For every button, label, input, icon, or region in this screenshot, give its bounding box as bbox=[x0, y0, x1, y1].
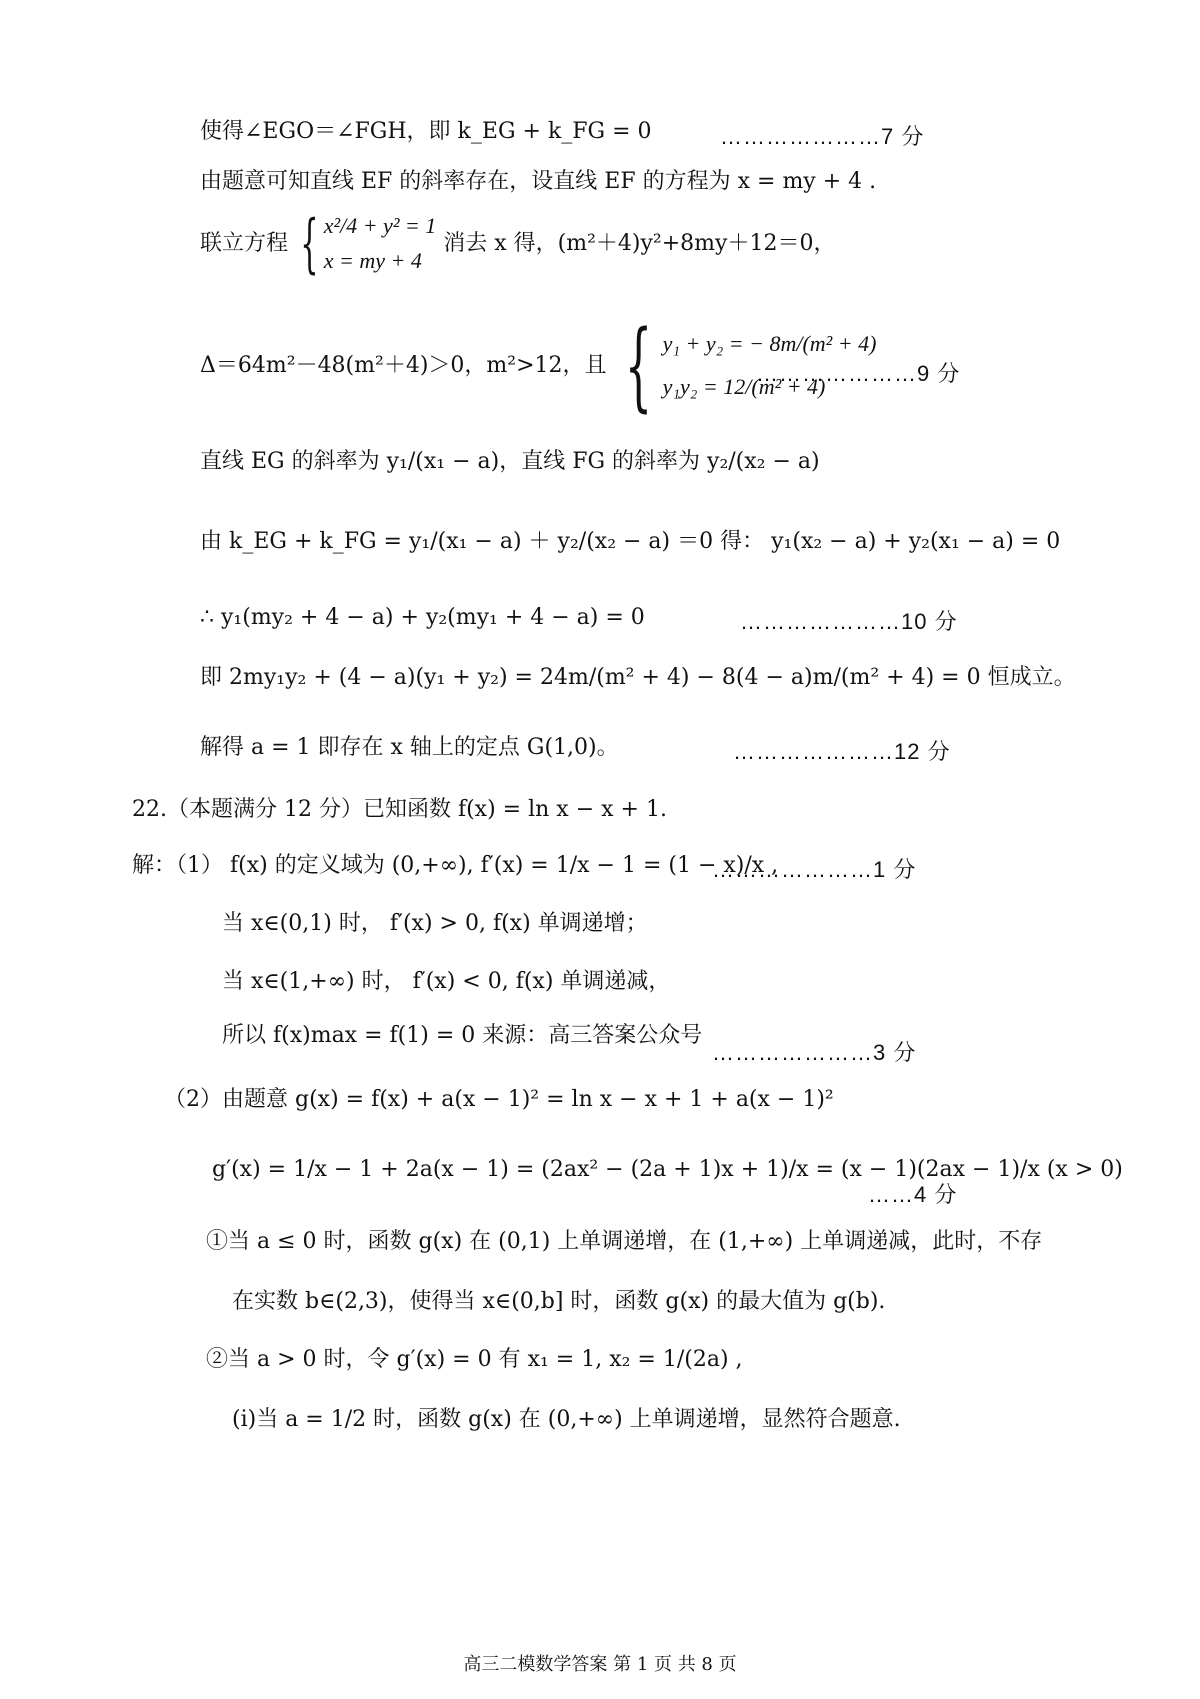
solution-1-line-4: 所以 f(x)max = f(1) = 0 来源：高三答案公众号 bbox=[222, 1023, 703, 1048]
score-1: …………………1 分 bbox=[712, 857, 917, 882]
solution-2-line-5: ②当 a > 0 时，令 g′(x) = 0 有 x₁ = 1, x₂ = 1/(2a) , bbox=[206, 1347, 743, 1372]
score-3: …………………3 分 bbox=[712, 1040, 917, 1065]
score-9: …………………9 分 bbox=[756, 361, 961, 386]
line-3 bbox=[200, 207, 836, 281]
solution-2-line-6: (i)当 a = 1/2 时，函数 g(x) 在 (0,+∞) 上单调递增，显然符合题意. bbox=[232, 1407, 901, 1432]
score-4: ……4 分 bbox=[868, 1182, 958, 1207]
system-2-eq-1: y₁ + y₂ = − 8m/(m² + 4) bbox=[662, 331, 877, 357]
system-2-eq-2: y₁y₂ = 12/(m² + 4) bbox=[662, 374, 826, 399]
solution-2-line-2: g′(x) = 1/x − 1 + 2a(x − 1) = (2ax² − (2a + 1)x + 1)/x = (x − 1)(2ax − 1)/x (x > 0) bbox=[212, 1157, 1123, 1182]
line-3-suffix: 消去 x 得，(m²＋4)y²+8my＋12＝0， bbox=[443, 231, 836, 256]
line-8: 即 2my₁y₂ + (4 − a)(y₁ + y₂) = 24m/(m² + 4) − 8(4 − a)m/(m² + 4) = 0 恒成立。 bbox=[200, 665, 1076, 690]
line-4-prefix: Δ＝64m²－48(m²＋4)＞0，m²>12，且 bbox=[200, 353, 607, 378]
solution-2-line-4: 在实数 b∈(2,3)，使得当 x∈(0,b] 时，函数 g(x) 的最大值为 g(b). bbox=[232, 1289, 886, 1314]
line-9: 解得 a = 1 即存在 x 轴上的定点 G(1,0)。 bbox=[200, 735, 619, 760]
page-footer: 高三二模数学答案 第 1 页 共 8 页 bbox=[463, 1654, 737, 1675]
left-brace-icon: { bbox=[624, 310, 652, 422]
score-7: …………………7 分 bbox=[720, 124, 925, 149]
solution-1-line-3: 当 x∈(1,+∞) 时， f′(x) < 0, f(x) 单调递减， bbox=[222, 969, 671, 994]
line-7: ∴ y₁(my₂ + 4 − a) + y₂(my₁ + 4 − a) = 0 bbox=[200, 605, 645, 630]
score-10: …………………10 分 bbox=[740, 609, 958, 634]
solution-2-line-3: ①当 a ≤ 0 时，函数 g(x) 在 (0,1) 上单调递增，在 (1,+∞) 上单调递减，此时，不存 bbox=[206, 1229, 1043, 1254]
line-6: 由 k_EG + k_FG = y₁/(x₁ − a) ＋ y₂/(x₂ − a) ＝0 得： y₁(x₂ − a) + y₂(x₁ − a) = 0 bbox=[200, 529, 1061, 554]
score-12: …………………12 分 bbox=[733, 739, 951, 764]
line-2: 由题意可知直线 EF 的斜率存在，设直线 EF 的方程为 x = my + 4 . bbox=[200, 169, 877, 194]
solution-2-line-1: （2）由题意 g(x) = f(x) + a(x − 1)² = ln x − x + 1 + a(x − 1)² bbox=[164, 1087, 834, 1112]
equation-system-1 bbox=[295, 207, 437, 281]
solution-1-line-2: 当 x∈(0,1) 时， f′(x) > 0, f(x) 单调递增； bbox=[222, 911, 648, 936]
line-3-prefix: 联立方程 bbox=[200, 231, 289, 256]
line-1-text: 使得∠EGO＝∠FGH，即 k_EG + k_FG = 0 bbox=[200, 119, 652, 144]
line-5: 直线 EG 的斜率为 y₁/(x₁ − a)，直线 FG 的斜率为 y₂/(x₂ − a) bbox=[200, 449, 820, 474]
system-1-eq-2: x = my + 4 bbox=[323, 248, 422, 273]
solution-1-line-1: 解：（1） f(x) 的定义域为 (0,+∞), f′(x) = 1/x − 1 = (1 − x)/x , bbox=[132, 853, 779, 878]
line-1 bbox=[200, 118, 652, 147]
question-22: 22.（本题满分 12 分）已知函数 f(x) = ln x − x + 1. bbox=[132, 797, 667, 822]
left-brace-icon: { bbox=[300, 207, 319, 281]
system-1-eq-1: x²/4 + y² = 1 bbox=[323, 213, 437, 239]
